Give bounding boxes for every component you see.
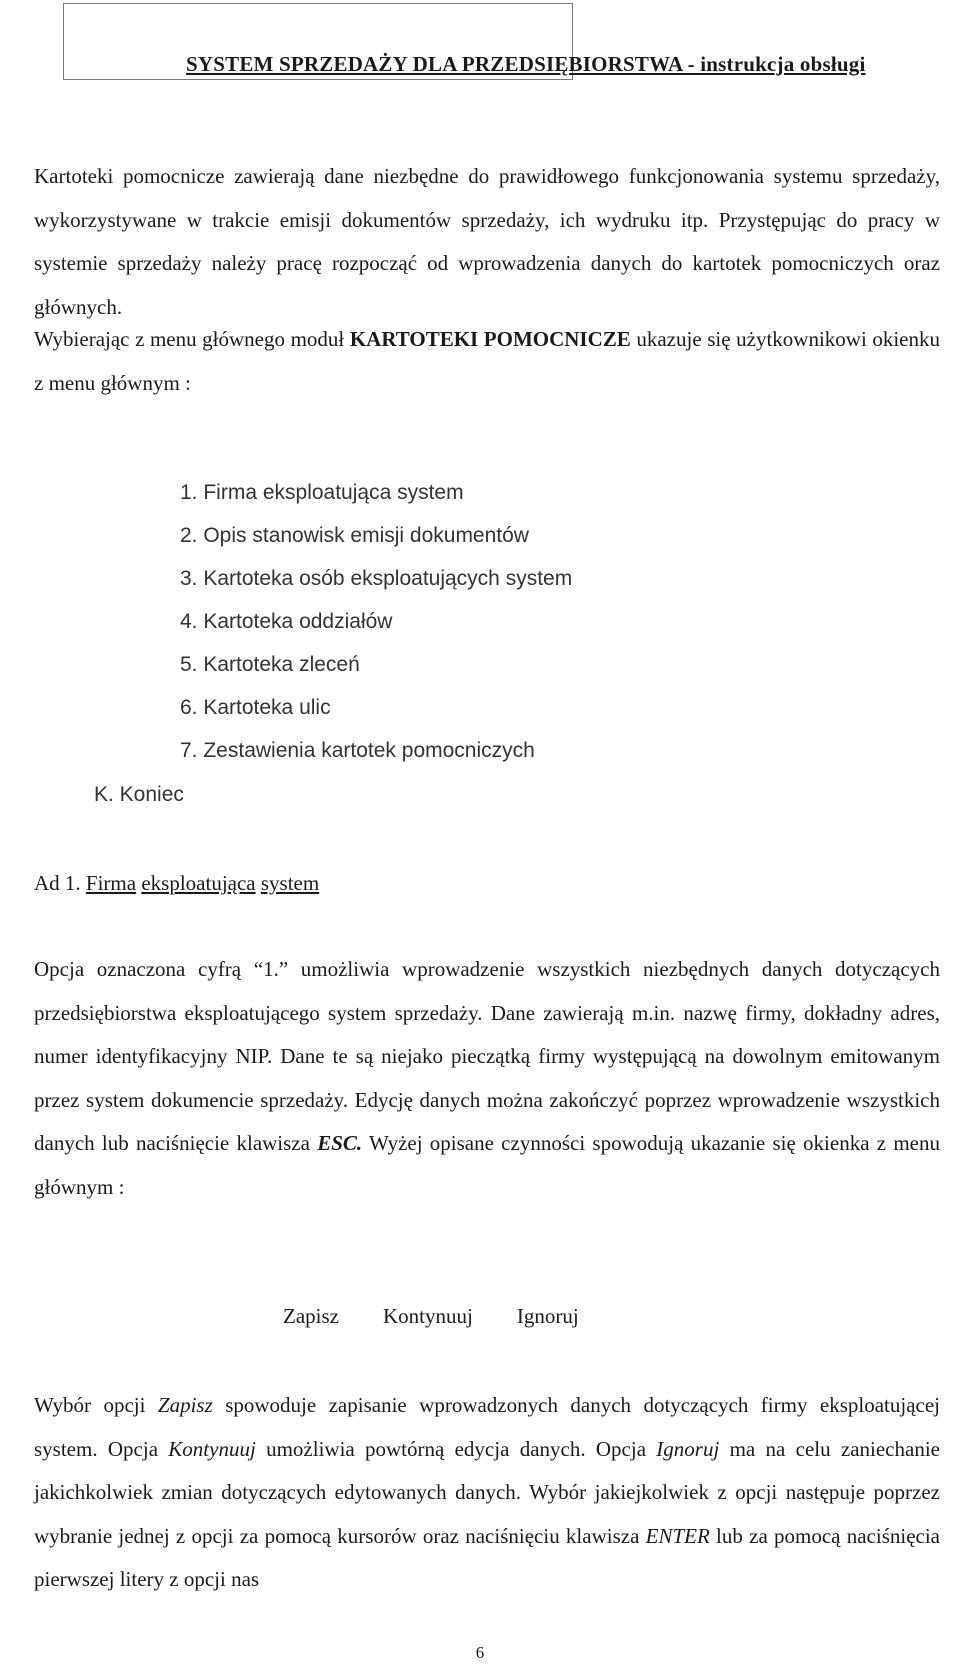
section2-text: Wybór opcji <box>34 1393 158 1417</box>
page-number: 6 <box>475 1643 485 1662</box>
section-prefix: Ad 1. <box>34 871 81 895</box>
option-ref-kontynuuj: Kontynuuj <box>168 1436 256 1461</box>
section2-text: ma na celu zaniechanie jakichkolwiek zmian dotyczących edytowanych danych. Wybór jakiejkolwiek z opcji następuje poprzez wybranie jednej z opcji za pomocą kursorów oraz naciśnięciu klawisza <box>34 1436 940 1548</box>
section-heading-word: system <box>260 871 320 895</box>
menu-item: 5. Kartoteka zleceń <box>180 653 360 676</box>
section1-tail: Wyżej opisane czynności spowodują ukazanie się okienka z menu głównym : <box>34 1131 940 1199</box>
intro-paragraph: Kartoteki pomocnicze zawierają dane niezbędne do prawidłowego funkcjonowania systemu sprzedaży, wykorzystywane w trakcie emisji dokumentów sprzedaży, ich wydruku itp. Przystępując do pracy w systemie sprzedaży należy pracę rozpocząć od wprowadzenia danych do kartotek pomocniczych oraz głównych. <box>34 164 940 319</box>
option-ref-ignoruj: Ignoruj <box>656 1436 720 1461</box>
option-zapisz: Zapisz <box>283 1304 339 1328</box>
enter-key: ENTER <box>645 1523 710 1548</box>
section2-paragraph <box>34 1384 940 1602</box>
section-heading-word: eksploatująca <box>141 871 256 895</box>
menu-exit-item: K. Koniec <box>94 783 184 806</box>
menu-item: 2. Opis stanowisk emisji dokumentów <box>180 524 529 547</box>
option-kontynuuj: Kontynuuj <box>382 1304 473 1328</box>
section-heading-word: Firma <box>85 871 137 895</box>
section-heading <box>34 862 319 905</box>
option-ref-zapisz: Zapisz <box>157 1393 213 1417</box>
section2-text: spowoduje zapisanie wprowadzonych danych dotyczących firmy eksploatującej system. Opcja <box>34 1393 940 1461</box>
esc-key: ESC. <box>317 1131 363 1155</box>
menu-item: 6. Kartoteka ulic <box>180 696 331 719</box>
section1-text: Opcja oznaczona cyfrą “1.” umożliwia wprowadzenie wszystkich niezbędnych danych dotyczących przedsiębiorstwa eksploatującego system sprzedaży. Dane zawierają m.in. nazwę firmy, dokładny adres, numer identyfikacyjny NIP. Dane te są niejako pieczątką firmy występującą na dowolnym emitowanym przez system dokumencie sprzedaży. Edycję danych można zakończyć poprzez wprowadzenie wszystkich danych lub naciśnięcie klawisza <box>34 957 940 1155</box>
module-paragraph <box>34 318 940 405</box>
options-row <box>283 1295 579 1338</box>
section1-paragraph <box>34 948 940 1209</box>
option-ignoruj: Ignoruj <box>516 1304 579 1328</box>
menu-item: 4. Kartoteka oddziałów <box>180 610 393 633</box>
main-menu <box>180 471 572 772</box>
menu-item: 7. Zestawienia kartotek pomocniczych <box>180 739 535 762</box>
menu-item: 1. Firma eksploatująca system <box>180 481 464 504</box>
module-text-after: ukazuje się użytkownikowi okienku z menu głównym : <box>34 327 940 395</box>
module-name: KARTOTEKI POMOCNICZE <box>349 327 631 351</box>
document-title: SYSTEM SPRZEDAŻY DLA PRZEDSIĘBIORSTWA - instrukcja obsługi <box>186 52 866 76</box>
section2-text: lub za pomocą naciśnięcia pierwszej litery z opcji nas <box>34 1523 940 1591</box>
module-text-before: Wybierając z menu głównego moduł <box>34 327 350 351</box>
menu-item: 3. Kartoteka osób eksploatujących system <box>180 567 573 590</box>
section2-text: umożliwia powtórną edycja danych. Opcja <box>255 1436 657 1461</box>
